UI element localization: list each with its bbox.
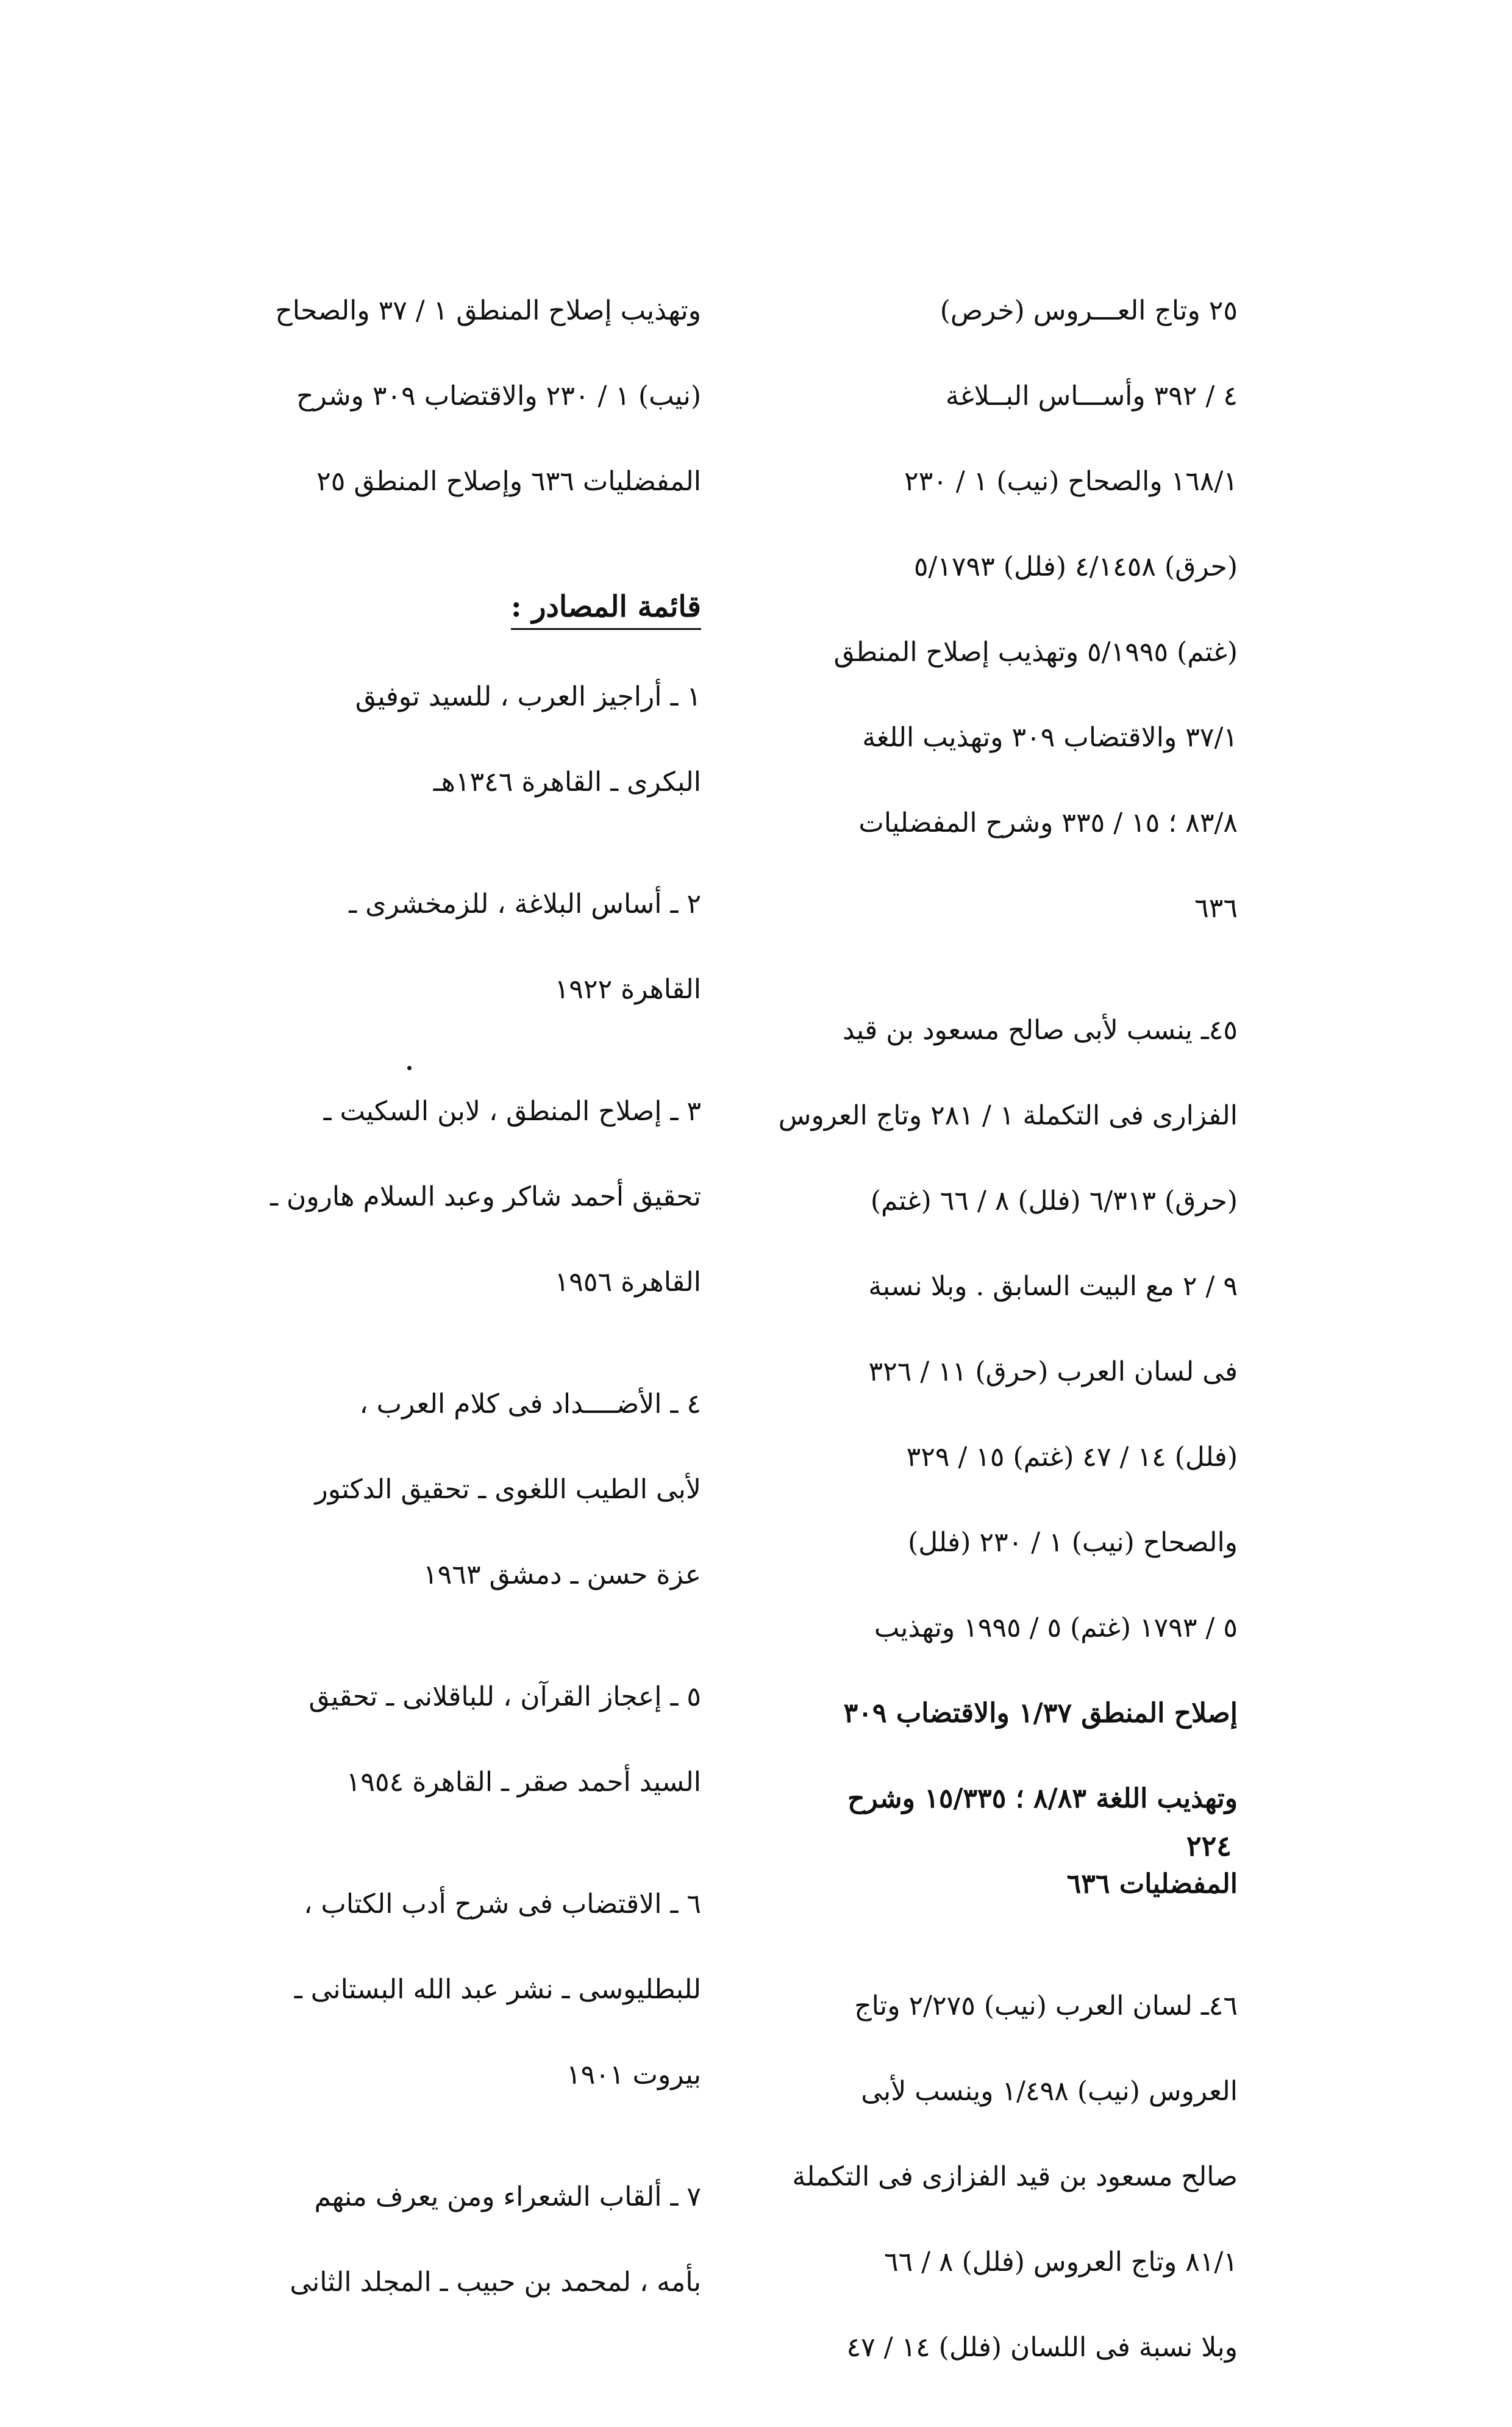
left-column (216, 268, 701, 2362)
page-number: ٢٢٤ (1186, 1829, 1232, 1862)
text-line: ٨٣/٨ ؛ ١٥ / ٣٣٥ وشرح المفضليات (858, 807, 1238, 838)
text-line: ٦ ـ الاقتضاب فى شرح أدب الكتاب ، (304, 1889, 701, 1920)
source-item (216, 1069, 701, 1325)
entry-45 (750, 988, 1238, 1927)
text-line: (حرق) ٦/٣١٣ (فلل) ٨ / ٦٦ (غتم) (870, 1185, 1238, 1217)
text-line: البكرى ـ القاهرة ١٣٤٦هـ (433, 767, 701, 798)
text-line: بأمه ، لمحمد بن حبيب ـ المجلد الثانى (290, 2267, 701, 2298)
text-line: للبطليوسى ـ نشر عبد الله البستانى ـ (294, 1974, 701, 2005)
text-line: السيد أحمد صقر ـ القاهرة ١٩٥٤ (346, 1767, 701, 1798)
text-line: (فلل) ١٤ / ٤٧ (غتم) ١٥ / ٣٢٩ (906, 1442, 1238, 1473)
text-line: ٦٣٦ (1194, 893, 1238, 924)
text-line: إصلاح المنطق ١/٣٧ والاقتضاب ٣٠٩ (843, 1698, 1238, 1729)
text-line: ٢ ـ أساس البلاغة ، للزمخشرى ـ (349, 888, 701, 920)
text-line: ٥ ـ إعجاز القرآن ، للباقلانى ـ تحقيق (308, 1681, 701, 1712)
right-column (750, 268, 1238, 2427)
text-line: ٤ ـ الأضــــداد فى كلام العرب ، (359, 1389, 701, 1420)
continuation-paragraph (216, 268, 701, 524)
sources-heading-wrap (216, 561, 701, 654)
text-line: ٣٧/١ والاقتضاب ٣٠٩ وتهذيب اللغة (862, 722, 1238, 753)
text-line: صالح مسعود بن قيد الفزازى فى التكملة (792, 2161, 1238, 2192)
text-line: والصحاح (نيب) ١ / ٢٣٠ (فلل) (908, 1527, 1238, 1558)
text-line: القاهرة ١٩٢٢ (554, 974, 701, 1005)
text-line: ٤٦ـ لسان العرب (نيب) ٢/٢٧٥ وتاج (854, 1990, 1238, 2021)
ink-dot (407, 1066, 412, 1070)
text-line: ١٦٨/١ والصحاح (نيب) ١ / ٢٣٠ (904, 466, 1238, 497)
text-line: وبلا نسبة فى اللسان (فلل) ١٤ / ٤٧ (846, 2332, 1238, 2363)
text-line: ٤ / ٣٩٢ وأســـاس البــلاغة (946, 381, 1238, 412)
source-item (216, 1862, 701, 2118)
text-line: فى لسان العرب (حرق) ١١ / ٣٢٦ (868, 1356, 1238, 1387)
source-item (216, 2154, 701, 2325)
text-line: العروس (نيب) ١/٤٩٨ وينسب لأبى (861, 2076, 1238, 2107)
text-line: ١ ـ أراجيز العرب ، للسيد توفيق (355, 681, 701, 712)
entry-25 (750, 268, 1238, 951)
text-line: ٣ ـ إصلاح المنطق ، لابن السكيت ـ (323, 1096, 701, 1127)
text-line: المفضليات ٦٣٦ وإصلاح المنطق ٢٥ (316, 466, 701, 497)
text-line: (غتم) ٥/١٩٩٥ وتهذيب إصلاح المنطق (833, 637, 1238, 668)
text-line: ٩ / ٢ مع البيت السابق . وبلا نسبة (868, 1271, 1238, 1302)
source-item (216, 1654, 701, 1825)
text-line: تحقيق أحمد شاكر وعبد السلام هارون ـ (270, 1181, 701, 1212)
text-line: الفزارى فى التكملة ١ / ٢٨١ وتاج العروس (778, 1100, 1238, 1131)
sources-heading: قائمة المصادر : (511, 585, 701, 630)
source-item (216, 654, 701, 825)
text-line: بيروت ١٩٠١ (566, 2059, 701, 2090)
source-item (216, 862, 701, 1032)
text-line: عزة حسن ـ دمشق ١٩٦٣ (423, 1559, 701, 1590)
text-line: ٥ / ١٧٩٣ (غتم) ٥ / ١٩٩٥ وتهذيب (874, 1612, 1238, 1643)
text-line: ٢٥ وتاج العـــروس (خرص) (940, 295, 1238, 326)
text-line: المفضليات ٦٣٦ (1066, 1868, 1238, 1900)
text-line: وتهذيب اللغة ٨/٨٣ ؛ ١٥/٣٣٥ وشرح (847, 1783, 1238, 1814)
text-line: وتهذيب إصلاح المنطق ١ / ٣٧ والصحاح (275, 295, 701, 326)
text-line: ٤٥ـ ينسب لأبى صالح مسعود بن قيد (842, 1015, 1238, 1046)
text-line: (نيب) ١ / ٢٣٠ والاقتضاب ٣٠٩ وشرح (296, 381, 701, 412)
text-line: ٧ ـ ألقاب الشعراء ومن يعرف منهم (314, 2181, 701, 2212)
entry-46 (750, 1964, 1238, 2390)
text-line: (حرق) ٤/١٤٥٨ (فلل) ٥/١٧٩٣ (913, 551, 1238, 582)
text-line: القاهرة ١٩٥٦ (554, 1267, 701, 1298)
text-line: ٨١/١ وتاج العروس (فلل) ٨ / ٦٦ (883, 2246, 1238, 2278)
text-line: لأبى الطيب اللغوى ـ تحقيق الدكتور (315, 1474, 701, 1505)
source-item (216, 1362, 701, 1618)
